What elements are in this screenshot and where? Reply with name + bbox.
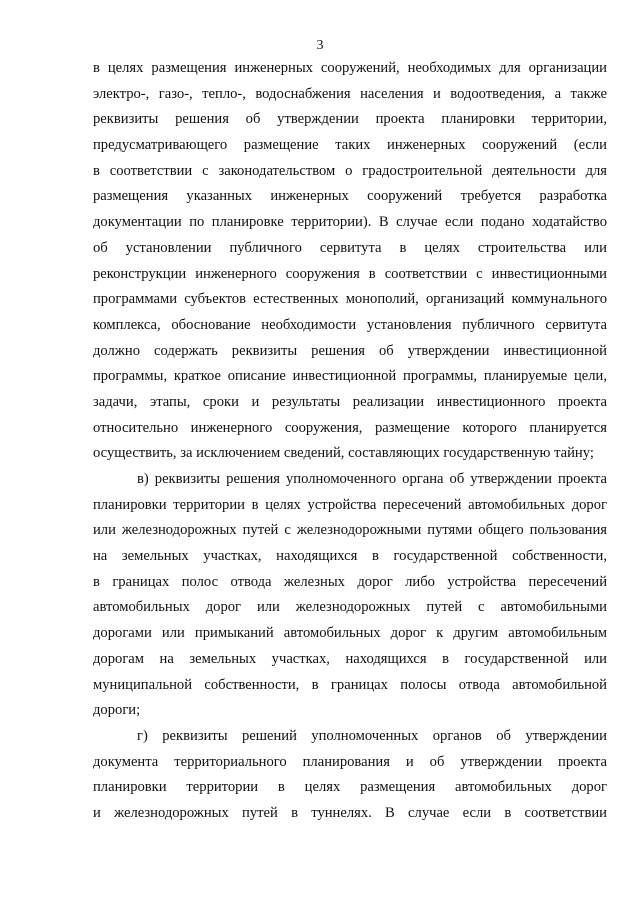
text-line: об установлении публичного сервитута в целях строительства или xyxy=(93,239,607,256)
text-line: задачи, этапы, сроки и результаты реализации инвестиционного проекта xyxy=(93,393,607,410)
text-line: электро-, газо-, тепло-, водоснабжения населения и водоотведения, а также xyxy=(93,85,607,102)
text-line: или железнодорожных путей с железнодорожными путями общего пользования xyxy=(93,522,607,539)
text-line: дороги; xyxy=(93,702,141,719)
text-line: размещения указанных инженерных сооружений требуется разработка xyxy=(93,188,607,205)
text-line: автомобильных дорог или железнодорожных путей с автомобильными xyxy=(93,599,607,616)
text-line: комплекса, обоснование необходимости установления публичного сервитута xyxy=(93,316,607,333)
paragraph xyxy=(93,56,607,467)
paragraph xyxy=(93,467,607,724)
text-line: в целях размещения инженерных сооружений, необходимых для организации xyxy=(93,60,607,76)
text-line: относительно инженерного сооружения, размещение которого планируется xyxy=(93,419,607,436)
text-line: на земельных участках, находящихся в государственной собственности, xyxy=(93,548,607,565)
text-line: реконструкции инженерного сооружения в соответствии с инвестиционными xyxy=(93,265,607,282)
page-number: 3 xyxy=(316,38,324,53)
text-line: планировки территории в целях размещения автомобильных дорог xyxy=(93,779,607,796)
text-line: документации по планировке территории). В случае если подано ходатайство xyxy=(93,214,607,231)
text-line: дорогами или примыканий автомобильных дорог к другим автомобильным xyxy=(93,625,607,642)
text-line: документа территориального планирования и об утверждении проекта xyxy=(93,753,607,770)
text-line: в соответствии с законодательством о градостроительной деятельности для xyxy=(93,162,607,179)
text-line: в границах полос отвода железных дорог либо устройства пересечений xyxy=(93,573,607,590)
text-line: предусматривающего размещение таких инженерных сооружений (если xyxy=(93,137,607,154)
text-line: осуществить, за исключением сведений, составляющих государственную тайну; xyxy=(93,445,594,462)
text-line: реквизиты решения об утверждении проекта планировки территории, xyxy=(93,111,607,128)
text-line: муниципальной собственности, в границах полосы отвода автомобильной xyxy=(93,676,607,693)
text-line: г) реквизиты решений уполномоченных органов об утверждении xyxy=(137,727,607,744)
text-line: планировки территории в целях устройства пересечений автомобильных дорог xyxy=(93,496,607,513)
text-line: и железнодорожных путей в туннелях. В случае если в соответствии xyxy=(93,804,607,821)
text-line: должно содержать реквизиты решения об утверждении инвестиционной xyxy=(93,342,607,359)
text-line: программами субъектов естественных монополий, организаций коммунального xyxy=(93,291,607,308)
paragraph xyxy=(93,724,607,827)
text-line: в) реквизиты решения уполномоченного органа об утверждении проекта xyxy=(137,471,607,487)
text-line: программы, краткое описание инвестиционной программы, планируемые цели, xyxy=(93,368,607,385)
text-line: дорогам на земельных участках, находящихся в государственной или xyxy=(93,650,607,667)
document-body xyxy=(93,56,607,827)
